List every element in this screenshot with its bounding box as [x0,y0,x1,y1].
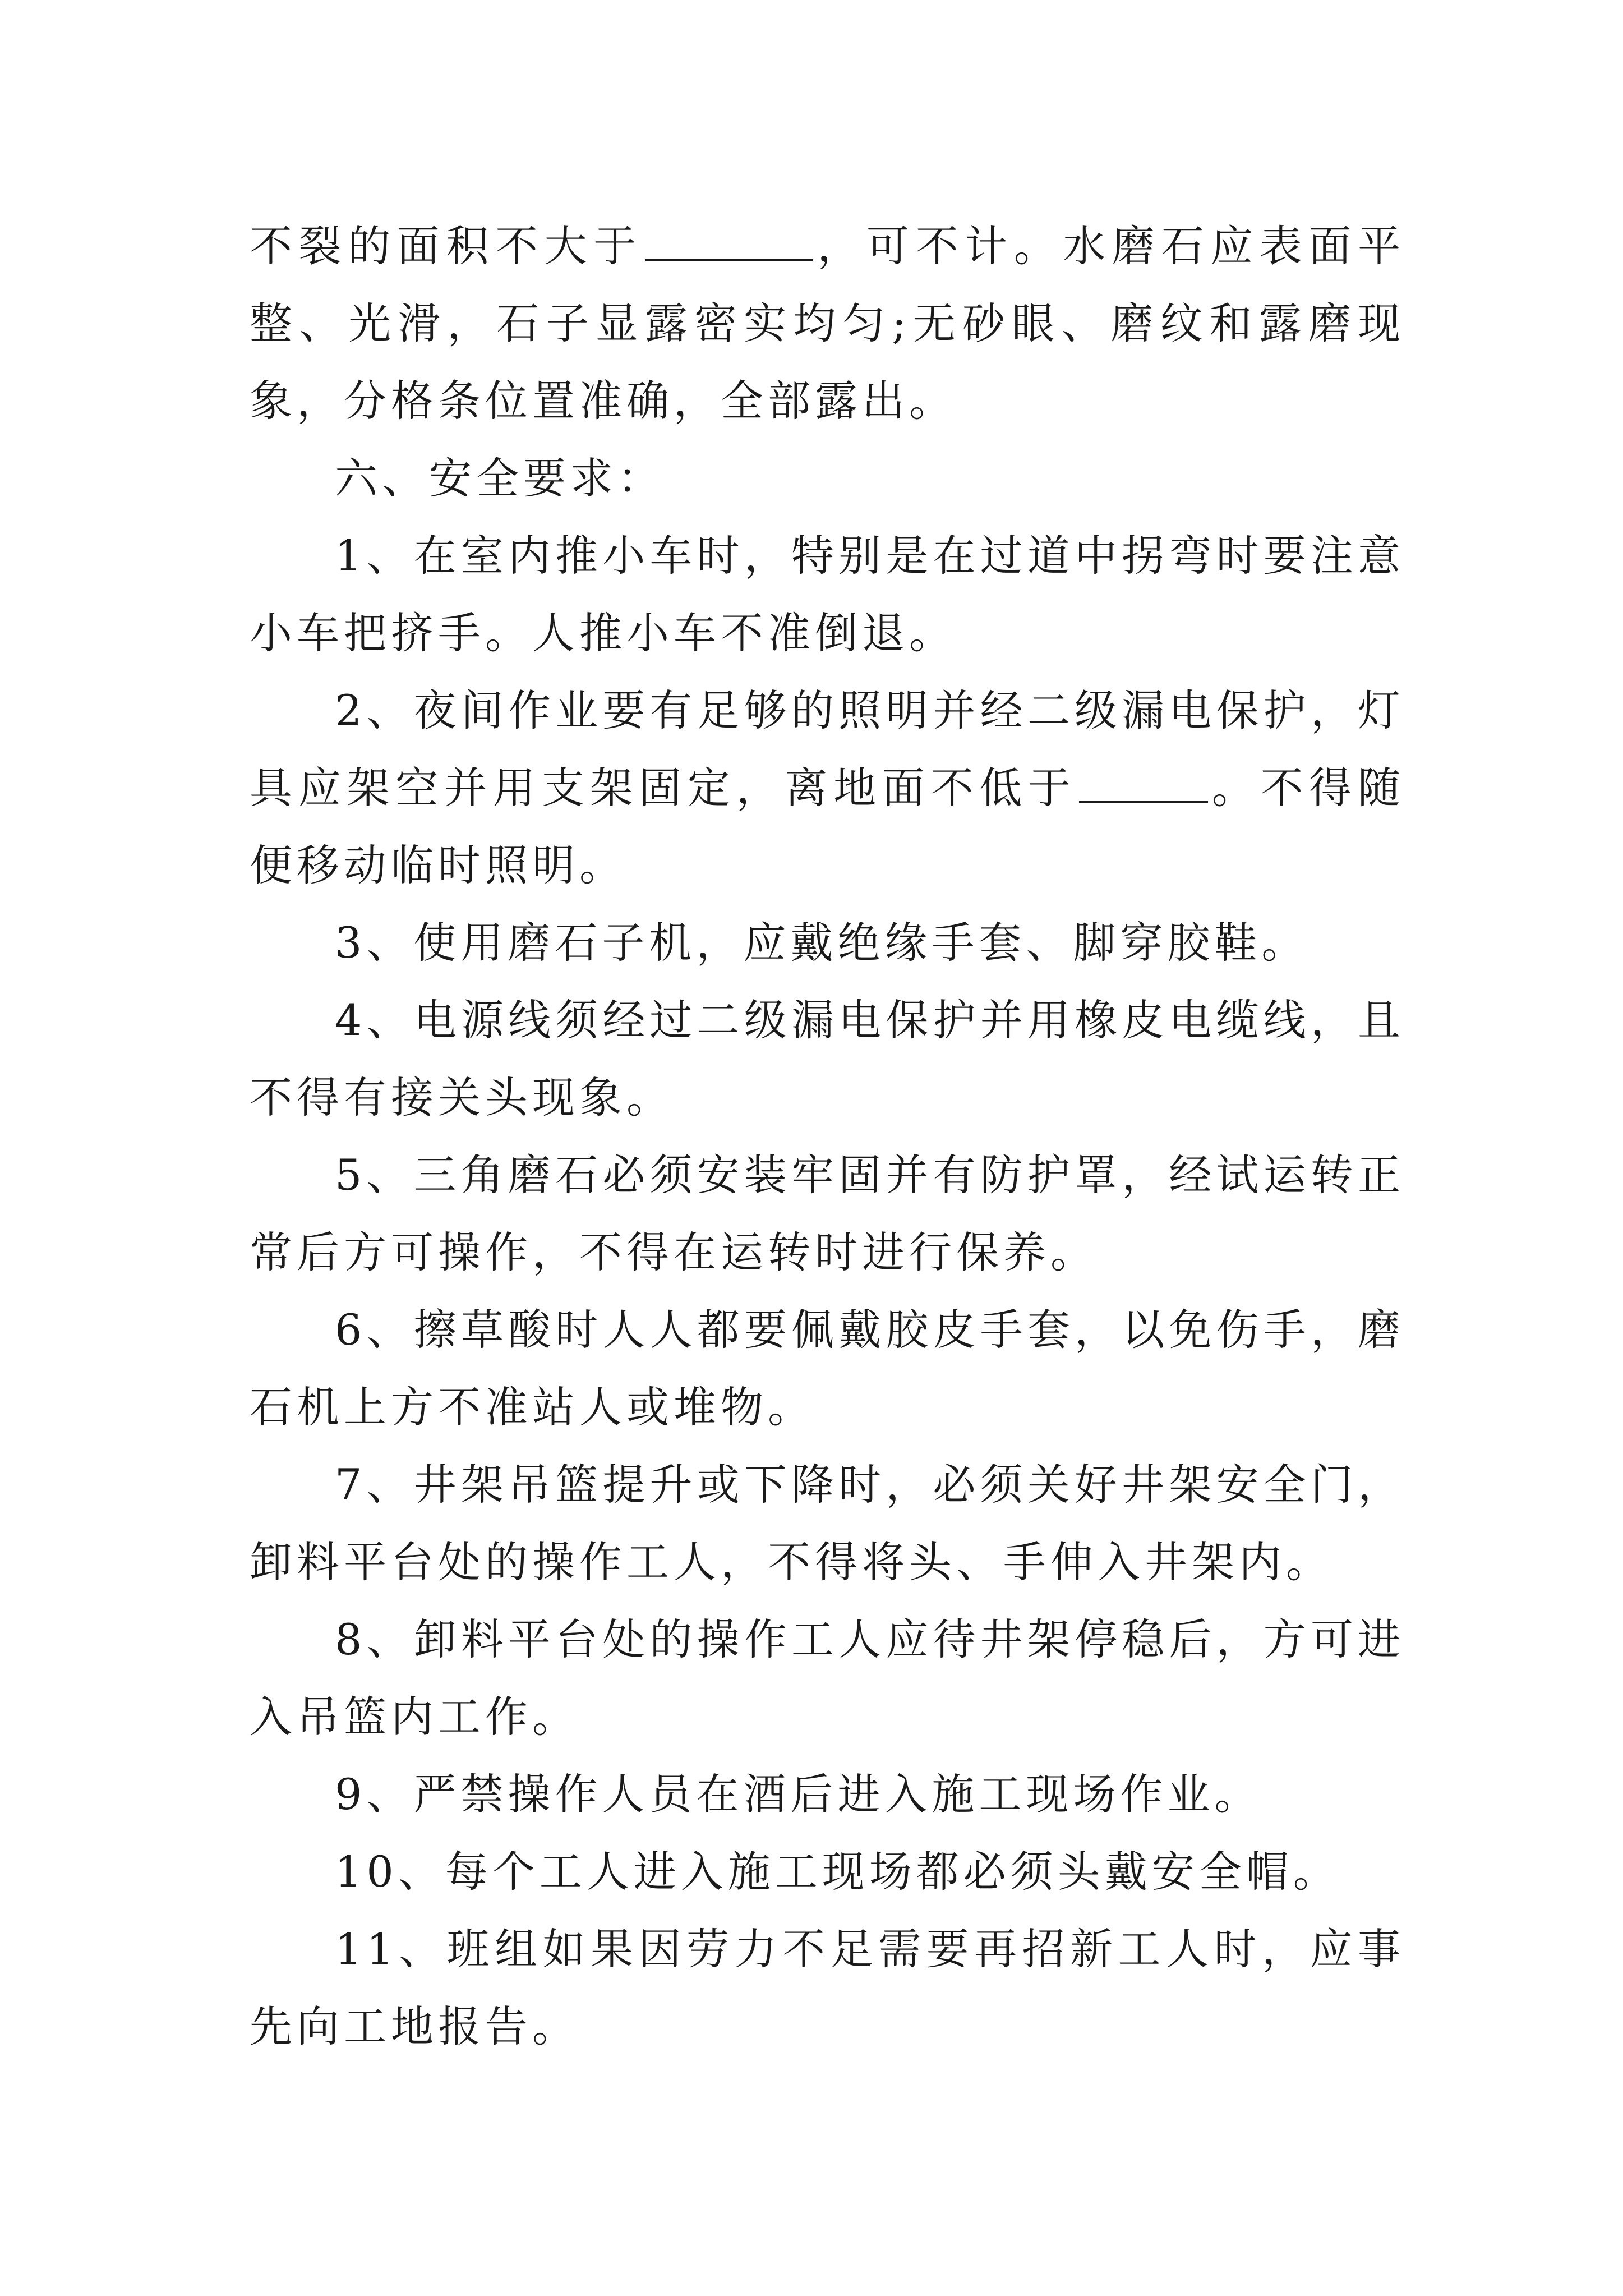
safety-item-3: 3、使用磨石子机，应戴绝缘手套、脚穿胶鞋。 [335,918,1309,968]
paragraph-quality [250,208,1405,440]
safety-item-1: 1、在室内推小车时，特别是在过道中拐弯时要注意小车把挤手。人推小车不准倒退。 [250,531,1405,658]
safety-item-5: 5、三角磨石必须安装牢固并有防护罩，经试运转正常后方可操作，不得在运转时进行保养。 [250,1150,1405,1277]
safety-item-2 [250,672,1405,904]
paragraph-quality-text-after: ，可不计。水磨石应表面平整、光滑，石子显露密实均匀;无砂眼、磨纹和露磨现象，分格条位置准确，全部露出。 [250,221,1405,426]
safety-item-4: 4、电源线须经过二级漏电保护并用橡皮电缆线，且不得有接关头现象。 [250,995,1405,1122]
document-body [250,208,1405,2065]
fill-blank-height [1079,769,1208,803]
safety-item-10: 10、每个工人进入施工现场都必须头戴安全帽。 [335,1847,1340,1897]
fill-blank-area [645,227,813,261]
safety-item-2-text-after: 。不得随便移动临时照明。 [250,763,1405,890]
safety-item-9: 9、严禁操作人员在酒后进入施工现场作业。 [335,1769,1262,1819]
safety-item-11: 11、班组如果因劳力不足需要再招新工人时，应事先向工地报告。 [250,1924,1405,2051]
safety-item-2-text-before: 2、夜间作业要有足够的照明并经二级漏电保护，灯具应架空并用支架固定，离地面不低于 [250,685,1405,813]
paragraph-quality-text-before: 不裂的面积不大于 [250,221,643,271]
safety-item-7: 7、井架吊篮提升或下降时，必须关好井架安全门，卸料平台处的操作工人，不得将头、手伸入井架内。 [250,1460,1405,1587]
section-heading-safety: 六、安全要求： [335,453,665,503]
safety-item-6: 6、擦草酸时人人都要佩戴胶皮手套，以免伤手，磨石机上方不准站人或堆物。 [250,1305,1405,1432]
safety-item-8: 8、卸料平台处的操作工人应待井架停稳后，方可进入吊篮内工作。 [250,1614,1405,1742]
